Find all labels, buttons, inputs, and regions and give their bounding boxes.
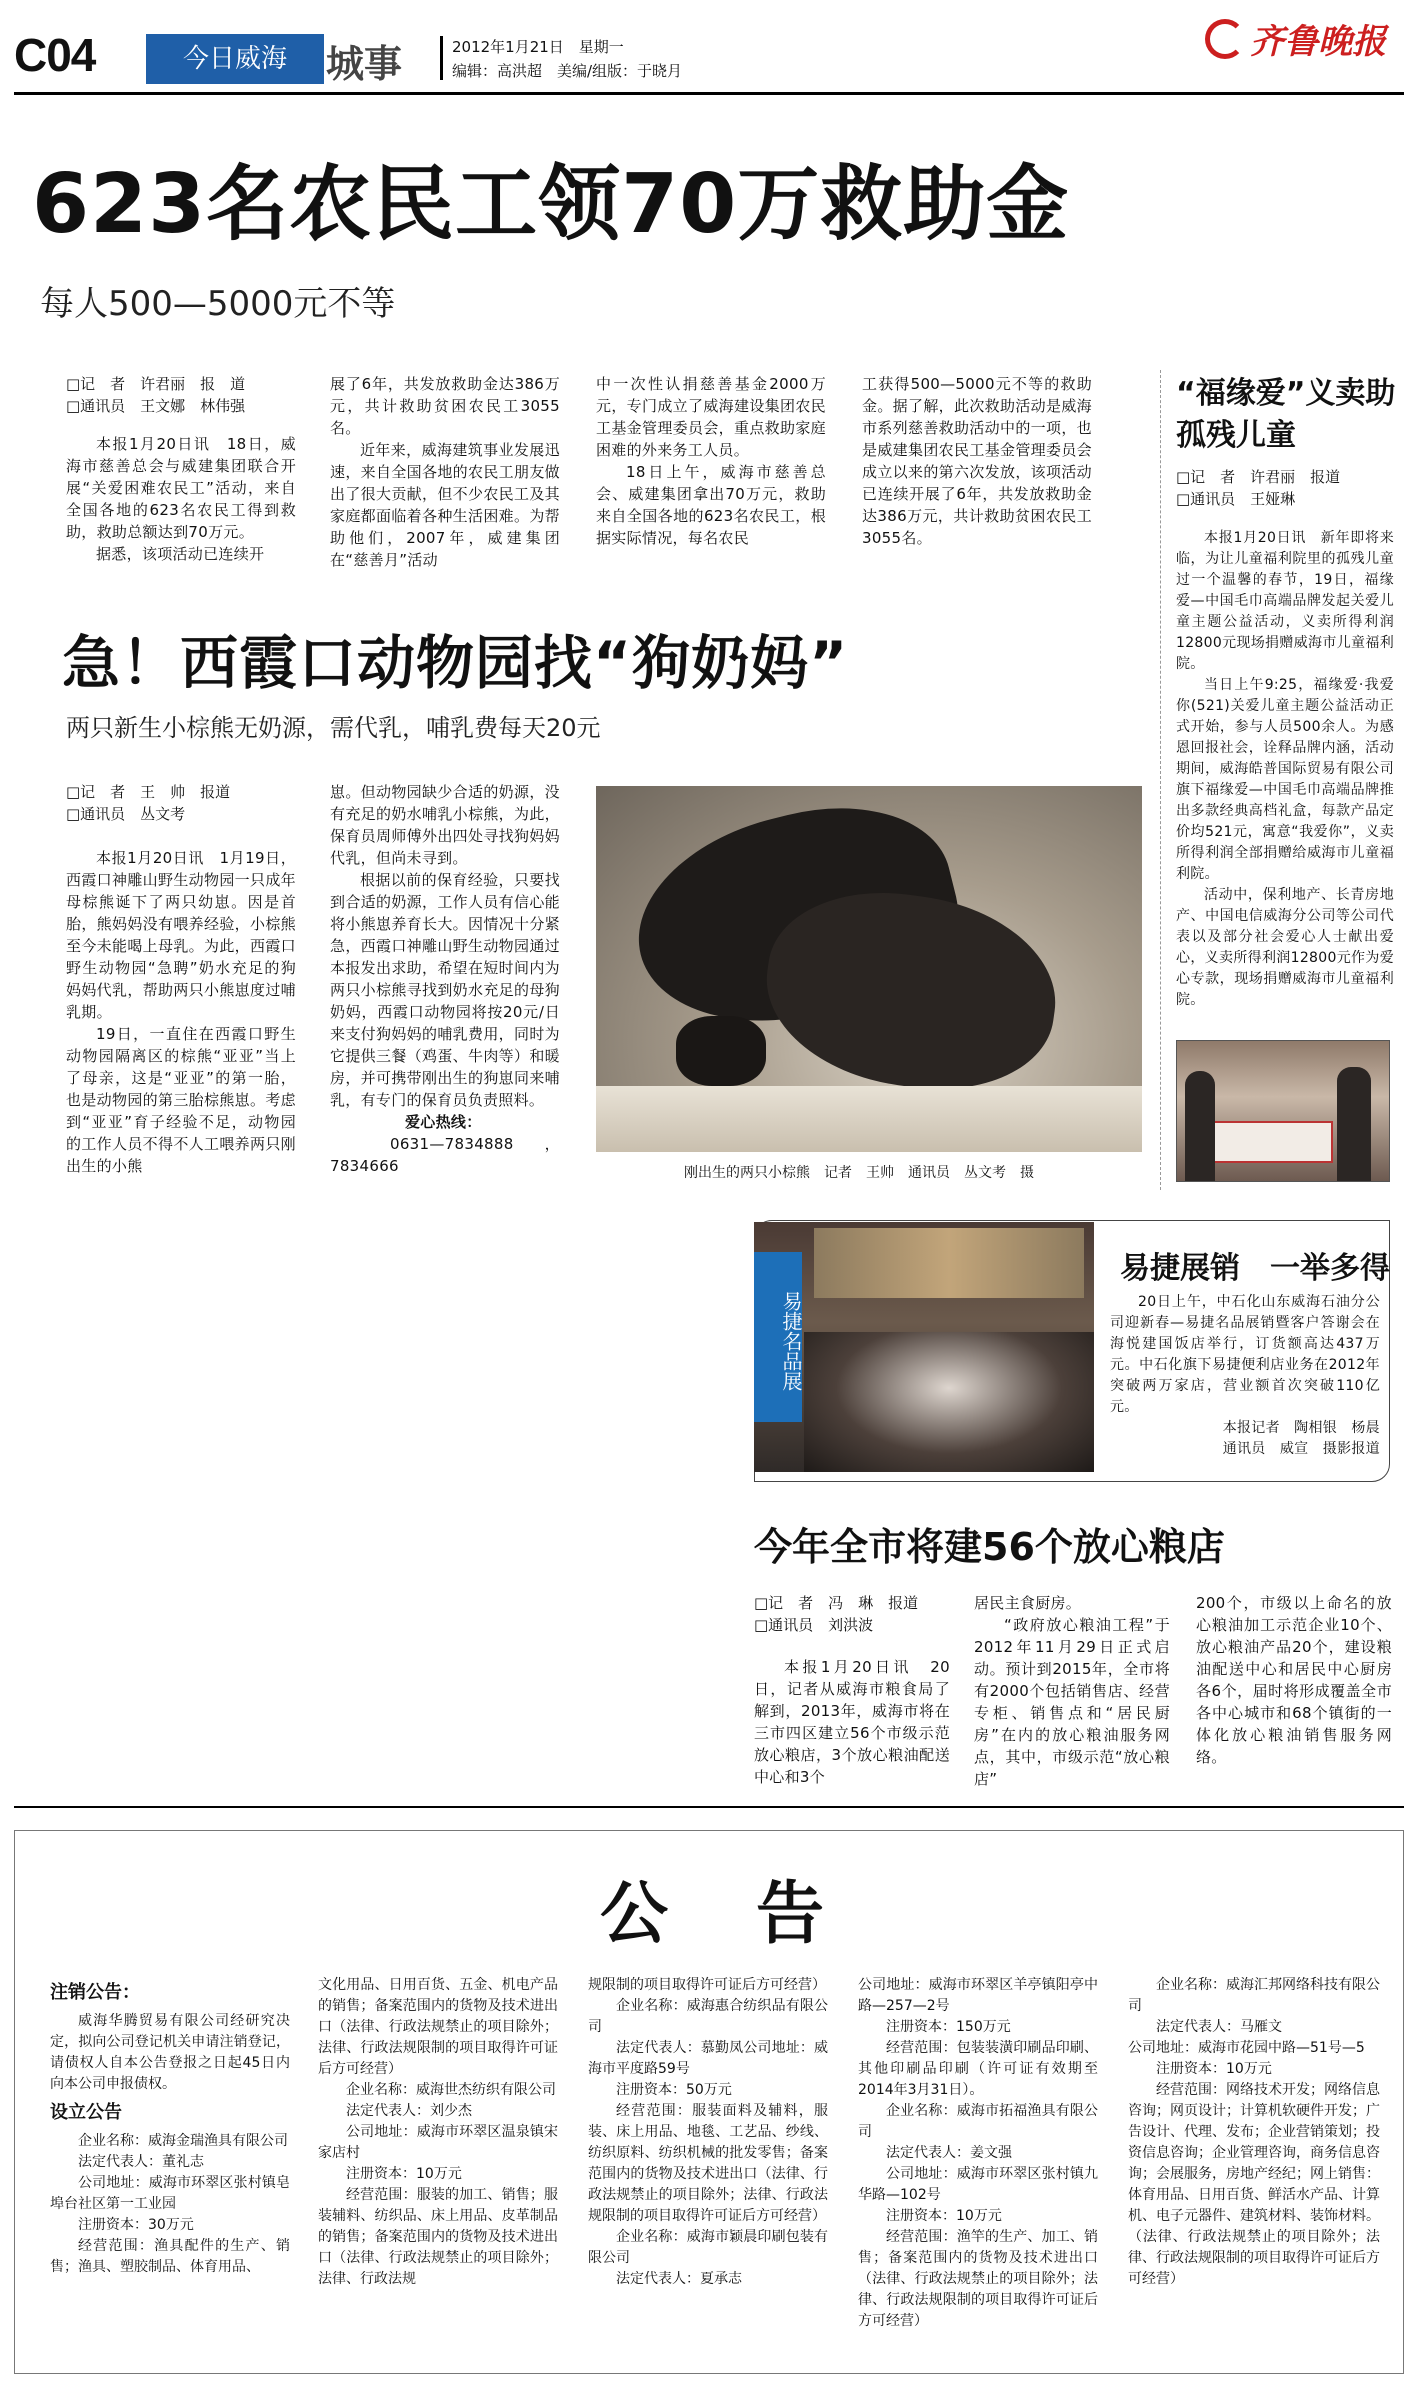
story1-col2: 展了6年，共发放救助金达386万元，共计救助贫困农民工3055名。 近年来，威海建筑事业发展迅速，来自全国各地的农民工朋友做出了很大贡献，但不少农民工及其家庭都面临着各种生活困难。为帮助他们，2007年，威建集团在“慈善月”活动 — [330, 375, 560, 569]
charity-body: 本报1月20日讯 新年即将来临，为让儿童福利院里的孤残儿童过一个温馨的春节，19日，福缘爱—中国毛巾高端品牌发起关爱儿童主题公益活动，义卖所得利润12800元现场捐赠威海市儿童福利院。 当日上午9:25，福缘爱·我爱你(521)关爱儿童主题公益活动正式开始，参与人员500余人。为感恩回报社会，诠释品牌内涵，活动期间，威海皓普国际贸易有限公司旗下福缘爱—中国毛巾高端品牌推出多款经典高档礼盒，每款产品定价均521元，寓意“我爱你”，义卖所得利润全部捐赠给威海市儿童福利院。 活动中，保利地产、长青房地产、中国电信威海分公司等公司代表以及部分社会爱心人士献出爱心，义卖所得利润12800元作为爱心专款，现场捐赠威海市儿童福利院。 — [1176, 530, 1394, 1008]
bear-paw — [676, 1016, 766, 1086]
notice-line: 法定代表人：刘少杰 — [346, 2103, 472, 2119]
notice-line: 法定代表人：马雁文 — [1156, 2019, 1282, 2035]
notice-col5 — [1128, 1975, 1380, 2290]
logo-swirl-icon — [1205, 19, 1245, 59]
masthead-rule — [14, 92, 1404, 95]
notice-line: 企业名称：威海金瑞渔具有限公司 — [78, 2133, 288, 2149]
content-bottom-rule — [14, 1806, 1404, 1808]
cloth-strip — [596, 1086, 1142, 1152]
notice-line: 注册资本：10万元 — [886, 2208, 1002, 2224]
notice-line: 威海华腾贸易有限公司经研究决定，拟向公司登记机关申请注销登记，请债权人自本公告登报之日起45日内向本公司申报债权。 — [50, 2013, 290, 2092]
notice-col4 — [858, 1975, 1098, 2332]
notice-line: 法定代表人：姜文强 — [886, 2145, 1012, 2161]
notice-line: 法定代表人：夏承志 — [616, 2271, 742, 2287]
headline-main: 623名农民工领70万救助金 — [32, 157, 1070, 252]
issue-date: 2012年1月21日 星期一 — [452, 38, 624, 56]
grain-col3: 200个，市级以上命名的放心粮油加工示范企业10个、放心粮油产品20个，建设粮油配送中心和居民中心厨房各6个，届时将形成覆盖全市各中心城市和68个镇街的一体化放心粮油销售服务网络。 — [1196, 1594, 1392, 1766]
notice-line: 公司地址：威海市环翠区张村镇皂埠台社区第一工业园 — [50, 2175, 290, 2212]
bear-cubs-photo — [596, 786, 1142, 1152]
notice-line: 公司地址：威海市环翠区温泉镇宋家店村 — [318, 2124, 558, 2161]
sales-body: 20日上午，中石化山东威海石油分公司迎新春—易捷名品展销暨客户答谢会在海悦建国饭店举行，订货额高达437万元。中石化旗下易捷便利店业务在2012年突破两万家店，营业额首次突破110亿元。 本报记者 陶相银 杨晨 通讯员 威宣 摄影报道 — [1110, 1294, 1380, 1457]
notice-line: 经营范围：网络技术开发；网络信息咨询；网页设计；计算机软硬件开发；广告设计、代理、发布；企业营销策划；投资信息咨询；企业管理咨询，商务信息咨询；会展服务，房地产经纪；网上销售：体育用品、日用百货、鲜活水产品、计算机、电子元器件、建筑材料、装饰材料。（法律、行政法规禁止的项目除外；法律、行政法规限制的项目取得许可证后方可经营） — [1128, 2082, 1380, 2287]
notice-title: 公 告 — [600, 1875, 835, 1954]
notice-line: 经营范围：服装的加工、销售；服装辅料、纺织品、床上用品、皮革制品的销售；备案范围内的货物及技术进出口（法律、行政法规禁止的项目除外；法律、行政法规 — [318, 2187, 558, 2287]
notice-line: 文化用品、日用百货、五金、机电产品的销售；备案范围内的货物及技术进出口（法律、行政法规禁止的项目除外；法律、行政法规限制的项目取得许可证后方可经营） — [318, 1977, 558, 2077]
promo-banner: 易捷名品展 — [754, 1252, 802, 1422]
sales-headline: 易捷展销 一举多得 — [1120, 1251, 1390, 1286]
notice-line: 法定代表人：慕勤凤公司地址：威海市平度路59号 — [588, 2040, 828, 2077]
notice-line: 经营范围：渔竿的生产、加工、销售；备案范围内的货物及技术进出口（法律、行政法规禁止的项目除外；法律、行政法规限制的项目取得许可证后方可经营） — [858, 2229, 1098, 2329]
notice-line: 注册资本：30万元 — [78, 2217, 194, 2233]
notice-line: 经营范围：包装装潢印刷品印刷、其他印刷品印刷（许可证有效期至2014年3月31日）。 — [858, 2040, 1098, 2098]
notice-line: 经营范围：服装面料及辅料，服装、床上用品、地毯、工艺品、纱线、纺织原料、纺织机械的批发零售；备案范围内的货物及技术进出口（法律、行政法规禁止的项目除外；法律、行政法规限制的项目取得许可证后方可经营） — [588, 2103, 828, 2224]
grain-byline: □记 者 冯 琳 报道 □通讯员 刘洪波 — [754, 1594, 919, 1634]
hotline-number: 0631—7834888，7834666 — [330, 1135, 560, 1175]
notice-line: 经营范围：渔具配件的生产、销售；渔具、塑胶制品、体育用品、 — [50, 2238, 290, 2275]
charity-photo — [1176, 1040, 1390, 1182]
person-figure — [1337, 1067, 1371, 1181]
story1-col1: 本报1月20日讯 18日，威海市慈善总会与威建集团联合开展“关爱困难农民工”活动，来自全国各地的623名农民工得到救助，救助总额达到70万元。 据悉，该项活动已连续开 — [66, 435, 296, 563]
notice-line: 企业名称：威海市颖晨印刷包装有限公司 — [588, 2229, 828, 2266]
notice-col3 — [588, 1975, 828, 2290]
notice-line: 企业名称：威海汇邦网络科技有限公司 — [1128, 1977, 1380, 2014]
byline: □记 者 许君丽 报 道 □通讯员 王文娜 林伟强 — [66, 375, 246, 415]
notice-line: 规限制的项目取得许可证后方可经营） — [588, 1977, 826, 1993]
page-code: C04 — [14, 29, 96, 81]
subhead-main: 每人500—5000元不等 — [40, 284, 396, 324]
notice-line: 注册资本：150万元 — [886, 2019, 1011, 2035]
subhead-zoo: 两只新生小棕熊无奶源，需代乳，哺乳费每天20元 — [66, 714, 601, 742]
grain-col2: 居民主食厨房。 “政府放心粮油工程”于2012年11月29日正式启动。预计到2015年，全市将有2000个包括销售店、经营专柜、销售点和“居民厨房”在内的放心粮油服务网点，其中，市级示范“放心粮店” — [974, 1594, 1170, 1788]
charity-headline: “福缘爱”义卖助孤残儿童 — [1176, 376, 1396, 453]
paper-name: 齐鲁晚报 — [1250, 22, 1387, 62]
notice-line: 公司地址：威海市环翠区张村镇九华路—102号 — [858, 2166, 1098, 2203]
crowd — [804, 1332, 1094, 1472]
sales-photo — [754, 1222, 1094, 1472]
headline-zoo: 急！西霞口动物园找“狗奶妈” — [62, 629, 849, 697]
notice-line: 企业名称：威海惠合纺织品有限公司 — [588, 1998, 828, 2035]
notice-line: 企业名称：威海世杰纺织有限公司 — [346, 2082, 556, 2098]
zoo-col2: 崽。但动物园缺少合适的奶源，没有充足的奶水哺乳小棕熊，为此，保育员周师傅外出四处寻找狗妈妈代乳，但尚未寻到。 根据以前的保育经验，只要找到合适的奶源，工作人员有信心能将小熊崽养育长大。因情况十分紧急，西霞口神雕山野生动物园通过本报发出求助，希望在短时间内为两只小棕熊寻找到奶水充足的母狗奶妈，西霞口动物园将按20元/日来支付狗妈妈的哺乳费用，同时为它提供三餐（鸡蛋、牛肉等）和暖房，并可携带刚出生的狗崽同来哺乳，有专门的保育员负责照料。 爱心热线： 0631—7834888，7834666 — [330, 783, 560, 1175]
notice-col2 — [318, 1975, 558, 2290]
hotline-label: 爱心热线： — [405, 1113, 482, 1131]
notice-line: 注册资本：10万元 — [346, 2166, 462, 2182]
person-figure — [1185, 1071, 1215, 1181]
notice-heading: 注销公告： — [50, 1982, 140, 2003]
notice-line: 法定代表人：董礼志 — [78, 2154, 204, 2170]
notice-line: 注册资本：50万元 — [616, 2082, 732, 2098]
notice-line: 企业名称：威海市拓福渔具有限公司 — [858, 2103, 1098, 2140]
section-name: 城事 — [326, 42, 403, 86]
zoo-byline: □记 者 王 帅 报道 □通讯员 丛文考 — [66, 783, 231, 823]
donation-check — [1213, 1121, 1333, 1163]
notice-heading: 设立公告 — [50, 2102, 122, 2123]
story1-col3: 中一次性认捐慈善基金2000万元，专门成立了威海建设集团农民工基金管理委员会，重点救助家庭困难的外来务工人员。 18日上午，威海市慈善总会、威建集团拿出70万元，救助来自全国各地的623名农民工，根据实际情况，每名农民 — [596, 375, 826, 547]
headline-grain: 今年全市将建56个放心粮店 — [754, 1525, 1225, 1569]
photo-caption: 刚出生的两只小棕熊 记者 王帅 通讯员 丛文考 摄 — [684, 1165, 1034, 1181]
edition-badge: 今日威海 — [146, 34, 324, 84]
notice-line: 注册资本：10万元 — [1156, 2061, 1272, 2077]
notice-col1 — [50, 1975, 290, 2278]
grain-col1: 本报1月20日讯 20日，记者从威海市粮食局了解到，2013年，威海市将在三市四区建立56个市级示范放心粮店，3个放心粮油配送中心和3个 — [754, 1658, 950, 1786]
wall-display — [814, 1228, 1084, 1298]
charity-byline: □记 者 许君丽 报道 □通讯员 王娅琳 — [1176, 468, 1341, 508]
story1-col4: 工获得500—5000元不等的救助金。据了解，此次救助活动是威海市系列慈善救助活动中的一项，也是威建集团农民工基金管理委员会成立以来的第六次发放，该项活动已连续开展了6年，共发放救助金达386万元，共计救助贫困农民工3055名。 — [862, 375, 1092, 547]
sidebar-divider — [1160, 370, 1161, 1190]
paper-logo — [1205, 14, 1386, 63]
zoo-col1: 本报1月20日讯 1月19日，西霞口神雕山野生动物园一只成年母棕熊诞下了两只幼崽。因是首胎，熊妈妈没有喂养经验，小棕熊至今未能喝上母乳。为此，西霞口野生动物园“急聘”奶水充足的狗妈妈代乳，帮助两只小熊崽度过哺乳期。 19日，一直住在西霞口野生动物园隔离区的棕熊“亚亚”当上了母亲，这是“亚亚”的第一胎，也是动物园的第三胎棕熊崽。考虑到“亚亚”育子经验不足，动物园的工作人员不得不人工喂养两只刚出生的小熊 — [66, 849, 296, 1175]
notice-line: 公司地址：威海市环翠区羊亭镇阳亭中路—257—2号 — [858, 1977, 1098, 2014]
header-divider — [440, 36, 443, 80]
notice-line: 公司地址：威海市花园中路—51号—5 — [1128, 2040, 1365, 2056]
editor-credits: 编辑：高洪超 美编/组版：于晓月 — [452, 62, 683, 80]
